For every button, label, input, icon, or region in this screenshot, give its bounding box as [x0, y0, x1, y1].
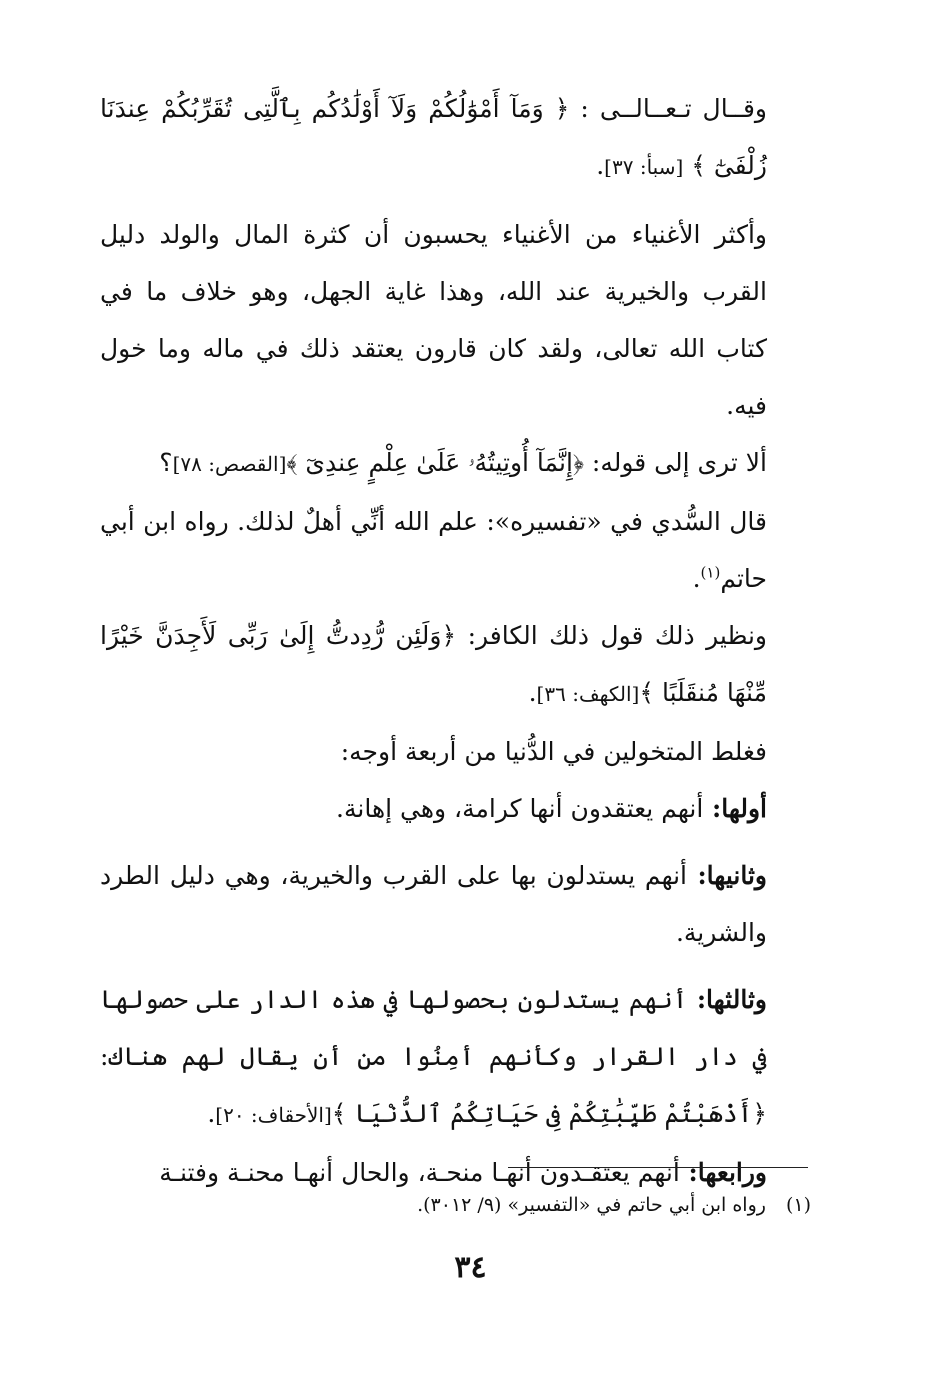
point-text: أنهم يستدلون بها على القرب والخيرية، وهي دليل الطرد والشرية. [100, 861, 767, 947]
main-text [100, 80, 811, 1201]
verse-reference: [القصص: ٧٨] [172, 452, 287, 476]
sentence-end: ؟ [159, 448, 173, 477]
paragraph-lead: وقــال تـعــالــى : [569, 94, 767, 123]
paragraph-4 [100, 493, 811, 607]
quran-verse: ﴿وَلَئِن رُّدِدتُّ إِلَىٰ رَبِّى لَأَجِدَنَّ خَيْرًا مِّنْهَا مُنقَلَبًا ﴾ [100, 621, 767, 707]
footnote-divider [508, 1167, 808, 1168]
paragraph-9 [100, 971, 811, 1144]
point-label: وثالثها: [687, 985, 767, 1014]
point-label: وثانيها: [687, 861, 767, 890]
verse-reference: [سبأ: ٣٧] [604, 155, 684, 179]
paragraph-5 [100, 607, 811, 723]
footnote-marker: (١) [700, 563, 721, 582]
paragraph-lead: ونظير ذلك قول ذلك الكافر: [456, 621, 767, 650]
point-text: أنهم يعتقدون أنها كرامة، وهي إهانة. [336, 794, 704, 823]
point-text: أنهم يعتقـدون أنهـا منحـة، والحال أنهـا محنـة وفتنـة [159, 1158, 680, 1187]
paragraph-1 [100, 80, 811, 196]
verse-reference: [الكهف: ٣٦] [536, 682, 640, 706]
paragraph-7 [100, 780, 811, 837]
quran-verse: ﴿إِنَّمَآ أُوتِيتُهُۥ عَلَىٰ عِلْمٍ عِندِىٓ ﴾ [286, 448, 584, 477]
quran-verse: ﴿ وَمَآ أَمْوَٰلُكُمْ وَلَآ أَوْلَٰدُكُم بِٱلَّتِى تُقَرِّبُكُمْ عِندَنَا زُلْفَىٰٓ ﴾ [100, 94, 767, 180]
point-text: أنهم يستدلون بحصولها في هذه الدار على حصولها في دار القرار وكأنهم أمِنُوا من أن يقال لهم هناك: [100, 985, 767, 1071]
paragraph-2: وأكثر الأغنياء من الأغنياء يحسبون أن كثرة المال والولد دليل القرب والخيرية عند الله، وهذا غاية الجهل، وهو خلاف ما في كتاب الله تعالى، ولقد كان قارون يعتقد ذلك في ماله وما خول فيه. [100, 220, 767, 420]
sentence-end: . [596, 151, 605, 180]
point-label: أولها: [703, 794, 767, 823]
sentence-end: . [692, 564, 701, 593]
sentence-end: . [207, 1099, 216, 1128]
paragraph-lead: ألا ترى إلى قوله: [583, 448, 767, 477]
verse-reference: [الأحقاف: ٢٠] [215, 1103, 332, 1127]
paragraph-3 [100, 434, 811, 493]
paragraph-6: فغلط المتخولين في الدُّنيا من أربعة أوجه: [340, 737, 767, 766]
point-label: ورابعها: [679, 1158, 767, 1187]
footnote-text: رواه ابن أبي حاتم في «التفسير» (٩/ ٣٠١٢). [417, 1194, 766, 1216]
footnote [111, 1190, 811, 1220]
paragraph-8 [100, 847, 811, 961]
quran-verse: ﴿أَذْهَبْتُمْ طَيِّبَٰتِكُمْ فِى حَيَاتِكُمُ ٱلدُّنْيَا ﴾ [331, 1099, 767, 1128]
page-number: ٣٤ [454, 1250, 487, 1285]
sentence-end: . [528, 678, 537, 707]
paragraph-text: قال السُّدي في «تفسيره»: علم الله أنِّي أهلٌ لذلك. رواه ابن أبي حاتم [100, 507, 767, 593]
footnote-number: (١) [785, 1194, 811, 1216]
